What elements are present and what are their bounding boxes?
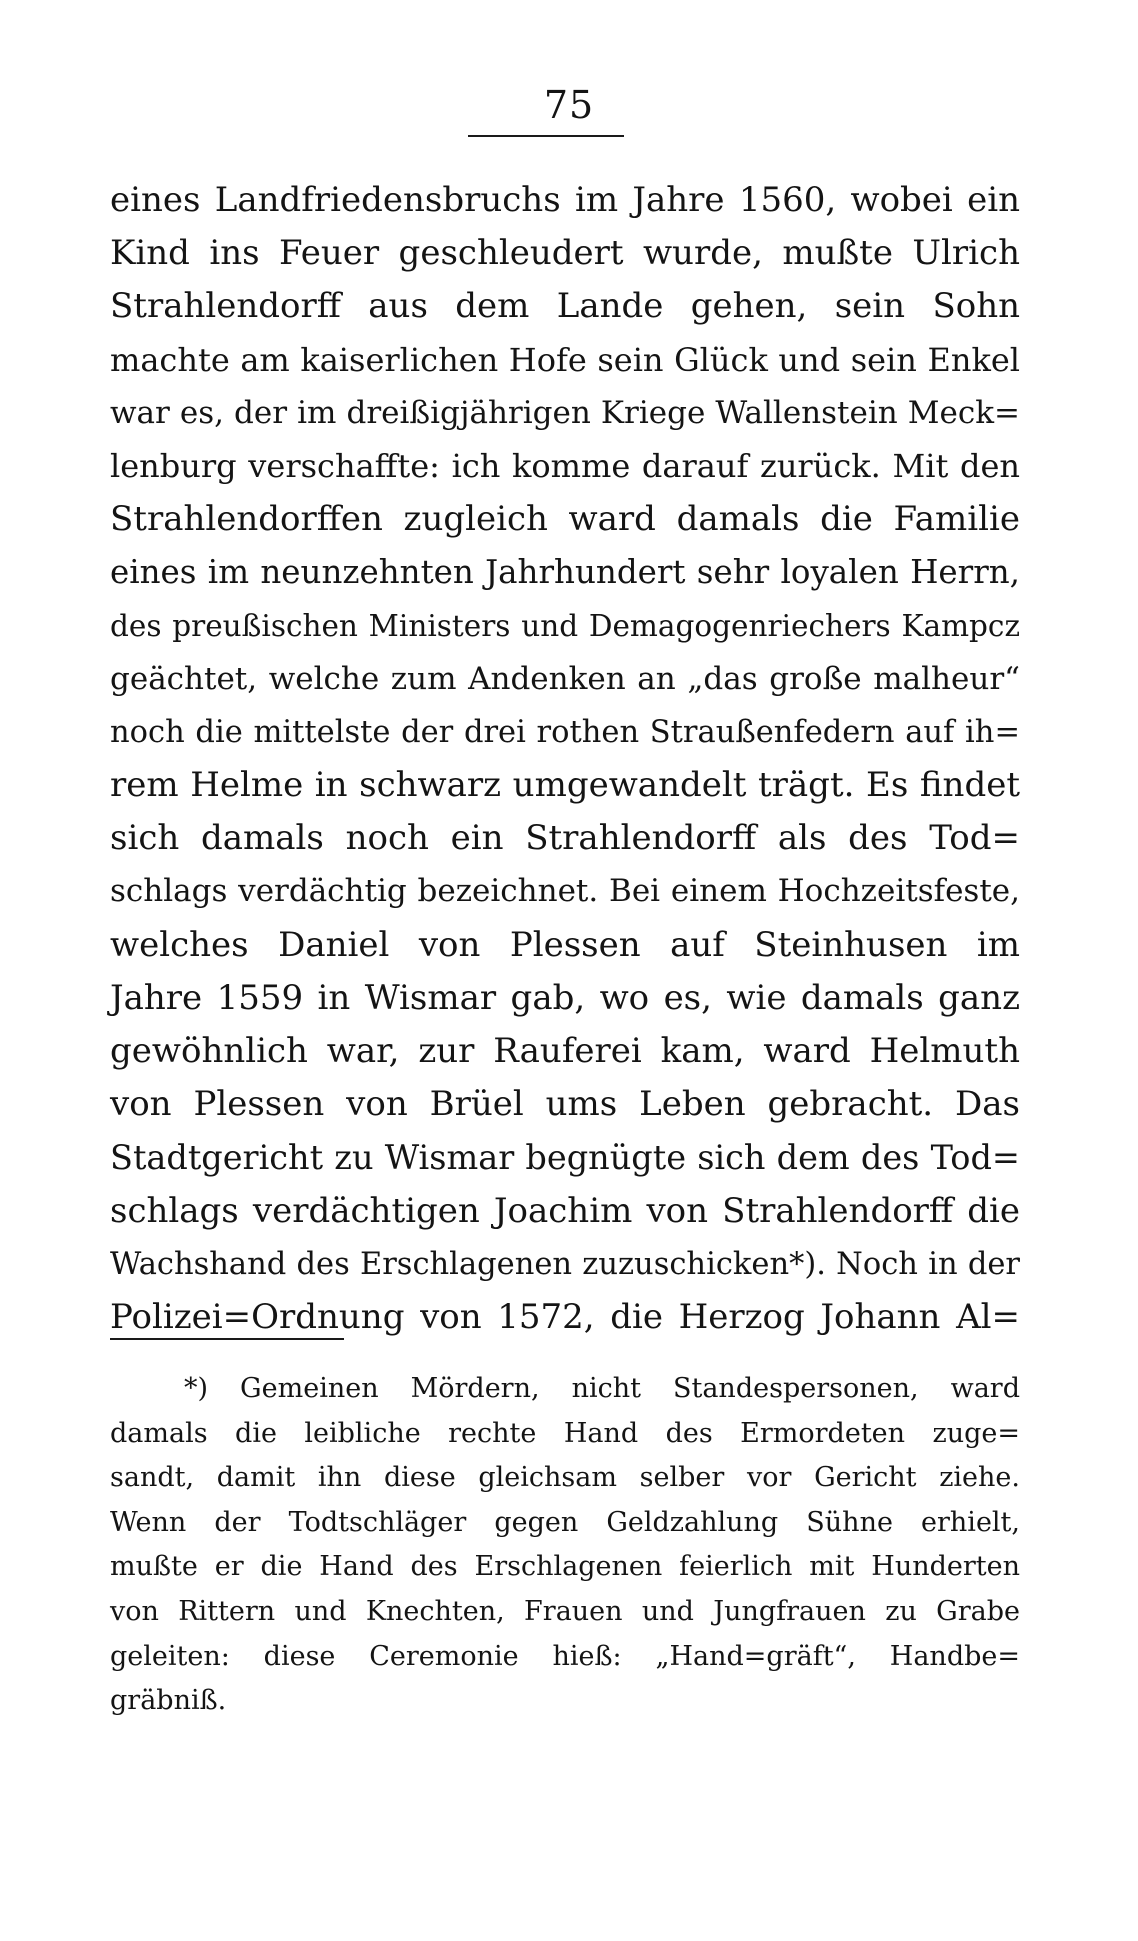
footnote-line: damals die leibliche rechte Hand des Ermordeten zuge= — [110, 1417, 1020, 1449]
footnote-line: geleiten: diese Ceremonie hieß: „Hand=gräft“, Handbe= — [110, 1640, 1020, 1672]
text-line: eines im neunzehnten Jahrhundert sehr loyalen Herrn, — [110, 553, 1020, 592]
text-line: Stadtgericht zu Wismar begnügte sich dem des Tod= — [110, 1138, 1020, 1178]
text-line: eines Landfriedensbruchs im Jahre 1560, wobei ein — [110, 180, 1020, 220]
footnote-line: *) Gemeinen Mördern, nicht Standespersonen, ward — [184, 1373, 1020, 1404]
page-number: 75 — [543, 83, 595, 127]
text-line: lenburg verschaffte: ich komme darauf zurück. Mit den — [110, 446, 1020, 485]
text-line: Kind ins Feuer geschleudert wurde, mußte Ulrich — [110, 233, 1020, 274]
text-line: geächtet, welche zum Andenken an „das große malheur“ — [110, 660, 1020, 697]
footnote-line: sandt, damit ihn diese gleichsam selber vor Gericht ziehe. — [110, 1462, 1020, 1494]
text-line: sich damals noch ein Strahlendorff als des Tod= — [110, 818, 1020, 859]
text-line: Polizei=Ordnung von 1572, die Herzog Johann Al= — [110, 1296, 1020, 1337]
footnote-line: gräbniß. — [110, 1685, 227, 1717]
text-line: war es, der im dreißigjährigen Kriege Wallenstein Meck= — [110, 394, 1020, 431]
text-line: gewöhnlich war, zur Rauferei kam, ward Helmuth — [110, 1031, 1020, 1071]
footnote-rule — [110, 1338, 344, 1340]
footnote-line: mußte er die Hand des Erschlagenen feierlich mit Hunderten — [110, 1551, 1020, 1583]
footnote — [110, 1367, 1020, 1724]
text-line: Wachshand des Erschlagenen zuzuschicken*). Noch in der — [110, 1246, 1020, 1282]
text-line: schlags verdächtigen Joachim von Strahlendorff die — [110, 1190, 1020, 1231]
text-line: Strahlendorff aus dem Lande gehen, sein Sohn — [110, 286, 1020, 327]
text-line: machte am kaiserlichen Hofe sein Glück und sein Enkel — [110, 340, 1020, 379]
footnote-line: von Rittern und Knechten, Frauen und Jungfrauen zu Grabe — [110, 1595, 1020, 1627]
main-text — [110, 174, 1020, 1344]
text-line: rem Helme in schwarz umgewandelt trägt. Es findet — [110, 765, 1020, 806]
header-rule — [468, 135, 624, 137]
text-line: noch die mittelste der drei rothen Straußenfedern auf ih= — [110, 714, 1020, 750]
footnote-line: Wenn der Todtschläger gegen Geldzahlung Sühne erhielt, — [110, 1506, 1020, 1538]
text-line: von Plessen von Brüel ums Leben gebracht. Das — [110, 1084, 1020, 1125]
text-line: Strahlendorffen zugleich ward damals die Familie — [110, 499, 1020, 540]
text-line: Jahre 1559 in Wismar gab, wo es, wie damals ganz — [110, 977, 1020, 1018]
text-line: welches Daniel von Plessen auf Steinhusen im — [110, 924, 1020, 965]
text-line: des preußischen Ministers und Demagogenriechers Kampcz — [110, 608, 1020, 643]
text-line: schlags verdächtig bezeichnet. Bei einem Hochzeitsfeste, — [110, 873, 1020, 910]
